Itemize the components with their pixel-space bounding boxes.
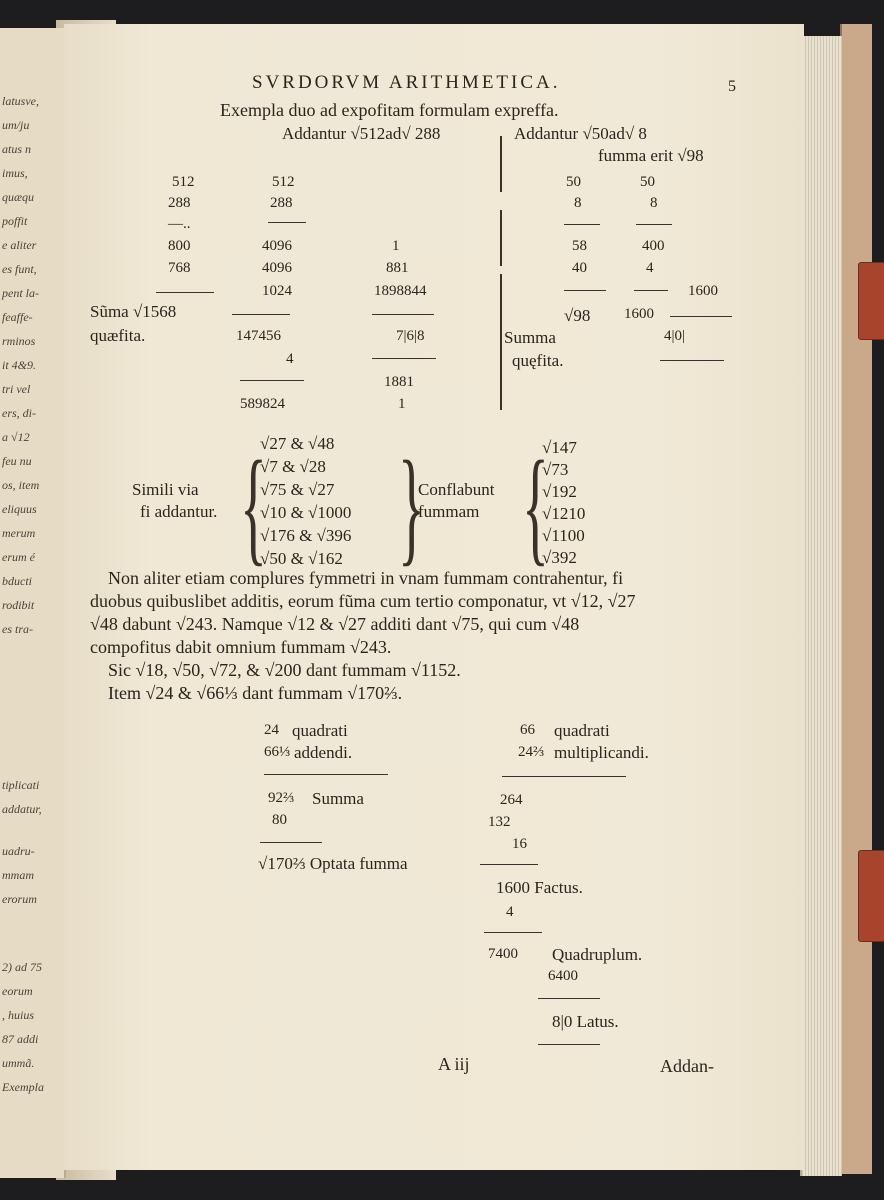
margin-text: quæqu (2, 190, 35, 204)
margin-text: feu nu (2, 454, 32, 468)
margin-text: addatur, (2, 802, 42, 816)
rule (538, 1044, 600, 1045)
ex1-number: 589824 (240, 396, 285, 412)
ex2-number: 50 (640, 174, 655, 190)
conflabunt-label: fummam (418, 502, 480, 521)
lower-label: Summa (312, 789, 364, 808)
pair: √27 & √48 (260, 434, 335, 453)
result: √1100 (542, 526, 585, 545)
result: √1210 (542, 504, 586, 523)
lower-number: 92⅔ (268, 790, 295, 806)
ex2-number: 1600 (688, 283, 718, 299)
margin-text: mmam (2, 868, 34, 882)
ex1-number: 288 (270, 195, 293, 211)
lower-result: √170⅔ Optata fumma (258, 854, 408, 873)
left-brace: { (522, 436, 549, 579)
bookmark-tab (858, 850, 884, 942)
lower-label: Quadruplum. (552, 945, 643, 964)
margin-text: it 4&9. (2, 358, 37, 372)
lower-number: 24 (264, 722, 279, 738)
ex2-number: 40 (572, 260, 587, 276)
margin-text: 87 addi (2, 1032, 39, 1046)
ex1-result: Sũma √1568 (90, 302, 177, 321)
pair: √7 & √28 (260, 457, 326, 476)
ex2-number: 1600 (624, 306, 654, 322)
ex1-number: 768 (168, 260, 191, 276)
pair: √50 & √162 (260, 549, 343, 568)
ex2-result-label: Summa (504, 328, 556, 347)
ex1-number: 512 (272, 174, 295, 190)
ex2-number: 400 (642, 238, 665, 254)
margin-text: bducti (2, 574, 32, 588)
lower-number: 7400 (488, 946, 518, 962)
result: √392 (542, 548, 577, 567)
lower-number: 6400 (548, 968, 578, 984)
book-page (64, 24, 804, 1170)
margin-text: um/ju (2, 118, 30, 132)
margin-text: latusve, (2, 94, 39, 108)
lower-label: quadrati (292, 721, 348, 740)
ex1-number: 1024 (262, 283, 292, 299)
signature-mark: A iij (438, 1054, 470, 1074)
margin-text: eorum (2, 984, 33, 998)
lower-label: quadrati (554, 721, 610, 740)
ex1-number: 4 (286, 351, 294, 367)
ex1-number: 1 (398, 396, 406, 412)
rule (268, 222, 306, 223)
margin-text: e aliter (2, 238, 37, 252)
lower-number: 80 (272, 812, 287, 828)
paragraph-line: Non aliter etiam complures fymmetri in vnam fummam contrahentur, fi (108, 568, 624, 588)
margin-text: tiplicati (2, 778, 40, 792)
rule (564, 224, 600, 225)
paragraph-line: √48 dabunt √243. Namque √12 & √27 additi dant √75, qui cum √48 (90, 614, 580, 634)
margin-text: ummã. (2, 1056, 35, 1070)
ex1-number: 512 (172, 174, 195, 190)
rule (260, 842, 322, 843)
rule (484, 932, 542, 933)
left-brace: { (240, 436, 267, 579)
ex1-number: 881 (386, 260, 409, 276)
ex1-number: 7|6|8 (396, 328, 425, 344)
pair: √176 & √396 (260, 526, 352, 545)
margin-text: uadru- (2, 844, 35, 858)
ex2-number: 58 (572, 238, 587, 254)
margin-text: a √12 (2, 430, 30, 444)
page-number: 5 (728, 78, 736, 95)
ex1-number: 4096 (262, 238, 292, 254)
ex1-number: —.. (168, 216, 191, 232)
rule (156, 292, 214, 293)
lower-number: 66⅓ (264, 744, 291, 760)
ex2-number: 50 (566, 174, 581, 190)
margin-text: rminos (2, 334, 36, 348)
result: √147 (542, 438, 577, 457)
ex1-number: 1881 (384, 374, 414, 390)
ex1-number: 4096 (262, 260, 292, 276)
rule (636, 224, 672, 225)
margin-text: es funt, (2, 262, 37, 276)
margin-text: ers, di- (2, 406, 36, 420)
lower-number: 16 (512, 836, 527, 852)
margin-text: eliquus (2, 502, 37, 516)
margin-text: poffit (2, 214, 28, 228)
rule (232, 314, 290, 315)
running-head: SVRDORVM ARITHMETICA. (252, 72, 561, 93)
example2-heading: Addantur √50ad√ 8 (514, 124, 647, 143)
divider (500, 210, 502, 266)
lower-number: 66 (520, 722, 535, 738)
lower-number: 264 (500, 792, 523, 808)
lower-label: addendi. (294, 743, 353, 762)
book-cover (840, 24, 872, 1174)
ex2-number: 4|0| (664, 328, 686, 344)
margin-text: 2) ad 75 (2, 960, 42, 974)
example2-heading2: fumma erit √98 (598, 146, 704, 165)
paragraph-line: duobus quibuslibet additis, eorum fũma cum tertio componatur, vt √12, √27 (90, 591, 636, 611)
margin-text: merum (2, 526, 36, 540)
lower-number: 4 (506, 904, 514, 920)
right-brace: } (398, 436, 425, 579)
margin-text: erum é (2, 550, 35, 564)
subtitle: Exempla duo ad expofitam formulam expreffa. (220, 100, 559, 120)
ex1-result-label: quæfita. (90, 326, 146, 345)
lower-number: 132 (488, 814, 511, 830)
margin-text: , huius (2, 1008, 35, 1022)
rule (480, 864, 538, 865)
rule (670, 316, 732, 317)
bookmark-tab (858, 262, 884, 340)
simili-label: fi addantur. (140, 502, 218, 521)
rule (264, 774, 388, 775)
ex2-result-label: quęfita. (512, 351, 564, 370)
margin-text: erorum (2, 892, 37, 906)
rule (564, 290, 606, 291)
ex1-number: 1 (392, 238, 400, 254)
lower-label: multiplicandi. (554, 743, 649, 762)
divider (500, 136, 502, 192)
pair: √10 & √1000 (260, 503, 352, 522)
conflabunt-label: Conflabunt (418, 480, 495, 499)
divider (500, 274, 502, 410)
rule (502, 776, 626, 777)
ex1-number: 288 (168, 195, 191, 211)
lower-factus: 1600 Factus. (496, 878, 583, 897)
page-edges (800, 36, 842, 1176)
result: √73 (542, 460, 569, 479)
rule (240, 380, 304, 381)
paragraph-line: Sic √18, √50, √72, & √200 dant fummam √1152. (108, 660, 461, 680)
margin-text: rodibit (2, 598, 35, 612)
paragraph-line: Item √24 & √66⅓ dant fummam √170⅔. (108, 683, 403, 703)
margin-text: Exempla (2, 1080, 44, 1094)
ex2-number: 4 (646, 260, 654, 276)
ex2-number: 8 (650, 195, 658, 211)
margin-text: pent la- (2, 286, 39, 300)
catchword: Addan- (660, 1056, 714, 1076)
rule (538, 998, 600, 999)
ex1-number: 147456 (236, 328, 281, 344)
rule (372, 358, 436, 359)
ex2-number: 8 (574, 195, 582, 211)
paragraph-line: compofitus dabit omnium fummam √243. (90, 637, 392, 657)
margin-text: imus, (2, 166, 28, 180)
ex2-result: √98 (564, 306, 591, 325)
ex1-number: 1898844 (374, 283, 427, 299)
margin-text: tri vel (2, 382, 31, 396)
margin-text: os, item (2, 478, 40, 492)
lower-number: 24⅔ (518, 744, 545, 760)
pair: √75 & √27 (260, 480, 335, 499)
ex1-number: 800 (168, 238, 191, 254)
simili-label: Simili via (132, 480, 199, 499)
rule (372, 314, 434, 315)
facing-page-edge (0, 28, 66, 1178)
margin-text: atus n (2, 142, 32, 156)
example1-heading: Addantur √512ad√ 288 (282, 124, 441, 143)
margin-text: es tra- (2, 622, 33, 636)
lower-latus: 8|0 Latus. (552, 1012, 619, 1031)
result: √192 (542, 482, 577, 501)
margin-text: feaffe- (2, 310, 33, 324)
rule (660, 360, 724, 361)
rule (634, 290, 668, 291)
